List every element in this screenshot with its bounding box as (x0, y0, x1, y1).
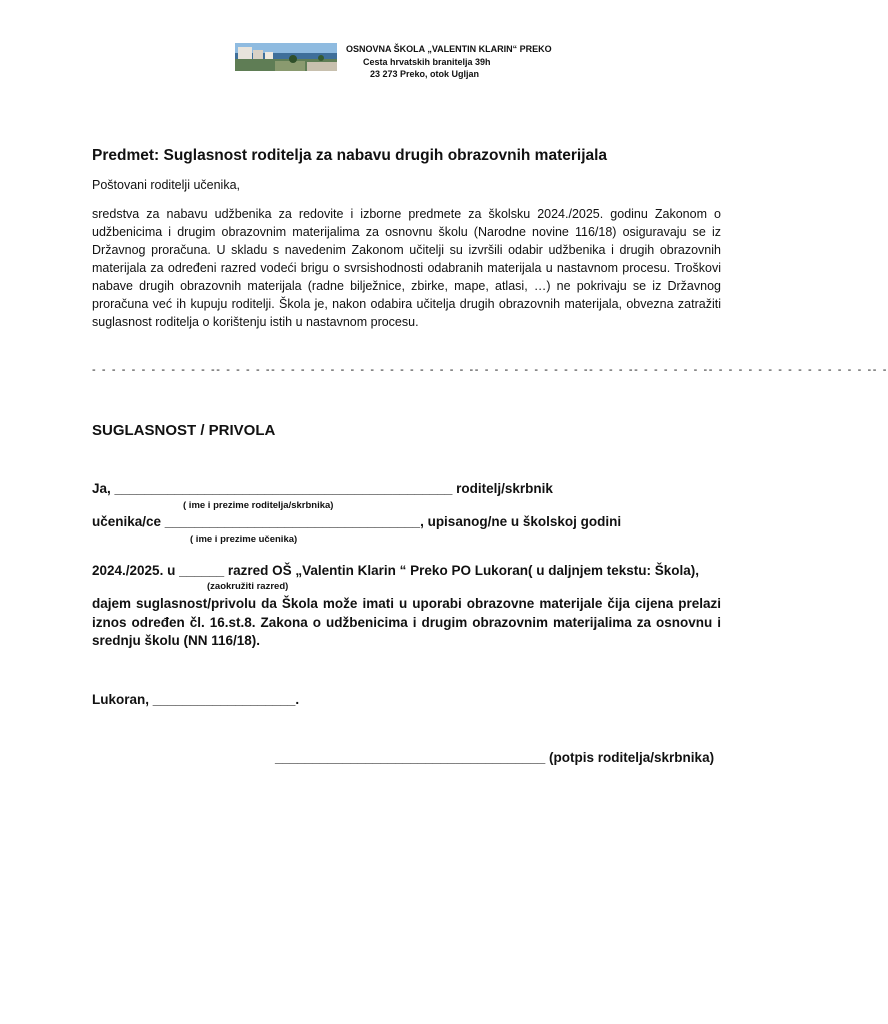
parent-name-caption: ( ime i prezime roditelja/skrbnika) (183, 500, 334, 511)
school-info (340, 43, 550, 81)
subject-heading: Predmet: Suglasnost roditelja za nabavu drugih obrazovnih materijala (92, 147, 608, 164)
class-line: 2024./2025. u ______ razred OŠ „Valentin Klarin “ Preko PO Lukoran( u daljnjem tekstu: Škola), (92, 563, 699, 578)
school-street: Cesta hrvatskih branitelja 39h (363, 56, 491, 67)
student-name-caption: ( ime i prezime učenika) (190, 534, 298, 545)
school-city: 23 273 Preko, otok Ugljan (370, 69, 480, 79)
parent-name-line: Ja, _____________________________________________ roditelj/skrbnik (92, 481, 553, 496)
school-name: OSNOVNA ŠKOLA „VALENTIN KLARIN“ PREKO (346, 44, 552, 54)
cut-line-separator: - - - - - - - - - - - - -- - - - - -- - - - - - - - - - - - - - - - - - - - -- - - - - - - - - - - -- - - - -- - - - - - - -- - - - - - - - - - - - - - - - -- - (92, 364, 888, 376)
consent-paragraph: dajem suglasnost/privolu da Škola može imati u uporabi obrazovne materijale čija cijena prelazi iznos određen čl. 16.st.8. Zakona o udžbenicima i drugim obrazovnim materijalima za osnovnu i srednju školu (NN 116/18). (92, 596, 721, 648)
place-date-line: Lukoran, ___________________. (92, 692, 300, 707)
signature-line: ____________________________________ (potpis roditelja/skrbnika) (275, 750, 715, 765)
class-caption: (zaokružiti razred) (207, 581, 289, 592)
greeting: Poštovani roditelji učenika, (92, 178, 240, 192)
school-photo (235, 43, 337, 71)
student-name-line: učenika/ce __________________________________, upisanog/ne u školskoj godini (92, 514, 622, 529)
body-paragraph: sredstva za nabavu udžbenika za redovite i izborne predmete za školsku 2024./2025. godinu Zakonom o udžbenicima i drugim obrazovnim materijalima za osnovnu školu (Narodne novine 116/18) osiguravaju se iz Državnog proračuna. U skladu s navedenim Zakonom učitelji su izvršili odabir udžbenika i drugih obrazovnih materijala za određeni razred vodeći brigu o svrsishodnosti odabranih materijala u nastavnom procesu. Troškovi nabave drugih obrazovnih materijala (radne bilježnice, zbirke, mape, atlasi, …) ne pokrivaju se iz Državnog proračuna već ih kupuju roditelji. Škola je, nakon odabira učitelja drugih obrazovnih materijala, obvezna zatražiti suglasnost roditelja o korištenju istih u nastavnom procesu. (92, 207, 721, 329)
consent-title: SUGLASNOST / PRIVOLA (92, 422, 276, 439)
